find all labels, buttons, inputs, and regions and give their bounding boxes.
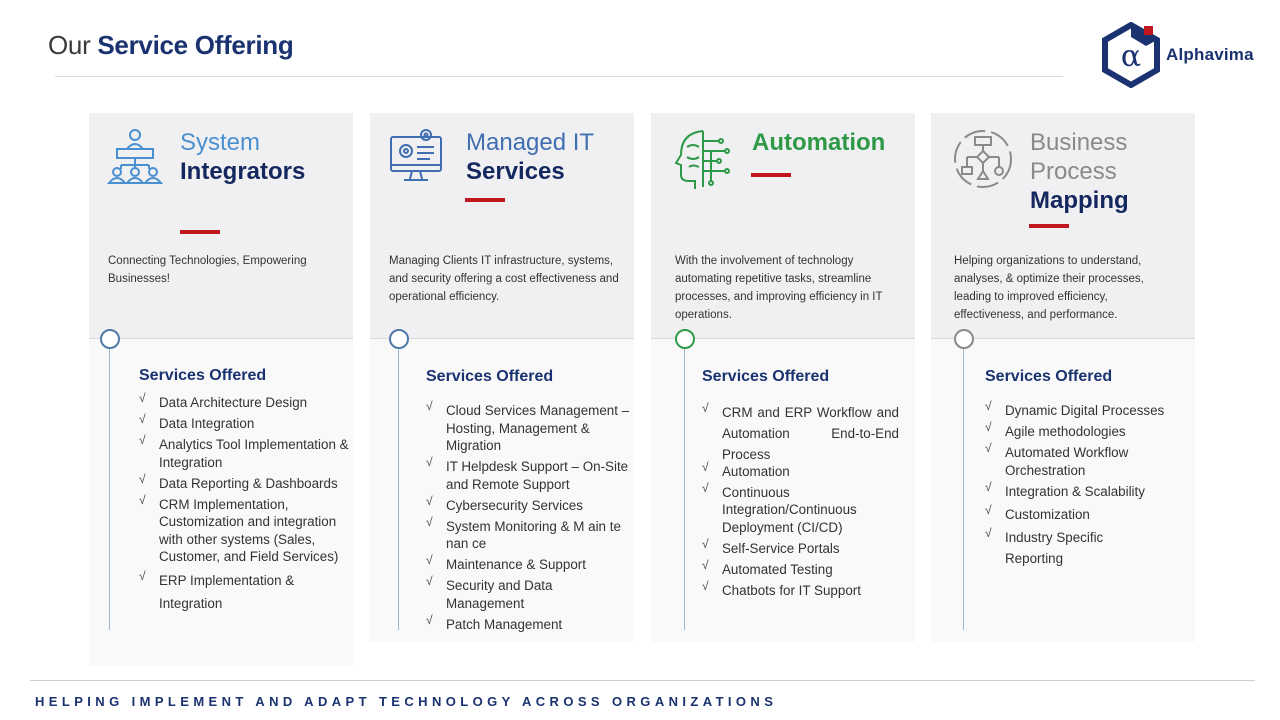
card-description: Managing Clients IT infrastructure, systems, and security offering a cost effectiveness and operational efficiency. <box>389 255 619 303</box>
card-system-integrators <box>89 113 353 666</box>
list-item: √ System Monitoring & M ain te nan ce <box>426 518 632 553</box>
list-item: √ Integration & Scalability <box>985 483 1185 501</box>
logo-mark: α <box>1120 39 1142 74</box>
list-item: √ Cybersecurity Services <box>426 497 632 515</box>
list-item: √ Chatbots for IT Support <box>702 582 899 600</box>
card-description: Helping organizations to understand, analyses, & optimize their processes, leading to improved efficiency, effectiveness, and performance. <box>954 255 1144 321</box>
footer-divider <box>30 680 1255 681</box>
card-title-bold: Mapping <box>1030 187 1129 214</box>
presentation-team-icon <box>103 125 167 189</box>
card-title-light: Managed IT <box>466 129 595 156</box>
page-title-bold: Service Offering <box>97 30 294 60</box>
alphavima-logo-icon <box>1100 22 1162 88</box>
list-item: √ Patch Management <box>426 616 632 634</box>
card-title-light: Business Process <box>1030 129 1128 185</box>
card-description: Connecting Technologies, Empowering Businesses! <box>108 255 307 285</box>
list-item: √ Self-Service Portals <box>702 540 899 558</box>
card-automation <box>651 113 915 642</box>
red-accent-bar <box>465 198 505 202</box>
card-title-light: System <box>180 129 261 156</box>
list-item: √ Maintenance & Support <box>426 556 632 574</box>
list-item: √ CRM Implementation, Customization and integration with other systems (Sales, Customer, and Field Services) <box>139 496 349 566</box>
list-item: √ Dynamic Digital Processes <box>985 402 1185 420</box>
list-item: √ Customization <box>985 506 1185 524</box>
card-description: With the involvement of technology automating repetitive tasks, streamline processes, and improving efficiency in IT operations. <box>675 255 883 321</box>
services-heading: Services Offered <box>139 367 267 384</box>
list-item: √ Cloud Services Management – Hosting, Management & Migration <box>426 402 632 455</box>
list-item: √ Continuous Integration/Continuous Deployment (CI/CD) <box>702 484 899 537</box>
services-list <box>426 402 632 637</box>
card-managed-it-services <box>370 113 634 642</box>
list-item: √ Automation <box>702 463 899 481</box>
list-item: √ IT Helpdesk Support – On-Site and Remote Support <box>426 458 632 493</box>
red-accent-bar <box>1029 224 1069 228</box>
process-flow-icon <box>951 127 1015 191</box>
card-title-bold: Services <box>466 158 565 185</box>
timeline-line <box>684 348 685 630</box>
timeline-dot <box>389 329 409 349</box>
card-title <box>180 128 305 186</box>
card-title <box>466 128 594 186</box>
list-item: √ CRM and ERP Workflow and Automation End-to-End Process <box>702 402 899 465</box>
services-list <box>985 402 1185 573</box>
card-title-bold: Integrators <box>180 158 306 185</box>
list-item: √ Agile methodologies <box>985 423 1185 441</box>
red-accent-bar <box>180 230 220 234</box>
logo-text: Alphavima <box>1166 45 1254 64</box>
page-title <box>48 30 293 61</box>
list-item: √ Data Architecture Design <box>139 394 349 412</box>
timeline-line <box>398 348 399 630</box>
timeline-line <box>109 348 110 630</box>
card-business-process-mapping <box>931 113 1195 642</box>
card-title <box>752 128 885 157</box>
list-item: √ ERP Implementation & Integration <box>139 569 349 615</box>
list-item: √ Automated Testing <box>702 561 899 579</box>
red-accent-bar <box>751 173 791 177</box>
company-logo <box>1100 22 1270 88</box>
list-item: √ Security and Data Management <box>426 577 632 612</box>
timeline-dot <box>675 329 695 349</box>
list-item: √ Analytics Tool Implementation & Integration <box>139 436 349 471</box>
services-heading: Services Offered <box>985 368 1113 385</box>
list-item: √ Data Reporting & Dashboards <box>139 475 349 493</box>
timeline-dot <box>954 329 974 349</box>
footer-tagline: HELPING IMPLEMENT AND ADAPT TECHNOLOGY ACROSS ORGANIZATIONS <box>35 694 778 709</box>
monitor-gears-icon <box>386 125 450 189</box>
timeline-line <box>963 348 964 630</box>
card-divider <box>89 338 353 339</box>
card-title-bold: Automation <box>752 129 886 156</box>
card-title <box>1030 128 1150 215</box>
timeline-dot <box>100 329 120 349</box>
title-divider <box>55 76 1063 77</box>
list-item: √ Automated Workflow Orchestration <box>985 444 1185 479</box>
services-heading: Services Offered <box>426 368 554 385</box>
list-item: √ Data Integration <box>139 415 349 433</box>
services-heading: Services Offered <box>702 368 830 385</box>
page-title-light: Our <box>48 30 91 60</box>
services-list <box>702 402 899 603</box>
list-item: √ Industry Specific Reporting <box>985 527 1115 569</box>
services-list <box>139 394 349 619</box>
ai-head-circuit-icon <box>673 127 737 191</box>
card-divider <box>370 338 634 339</box>
